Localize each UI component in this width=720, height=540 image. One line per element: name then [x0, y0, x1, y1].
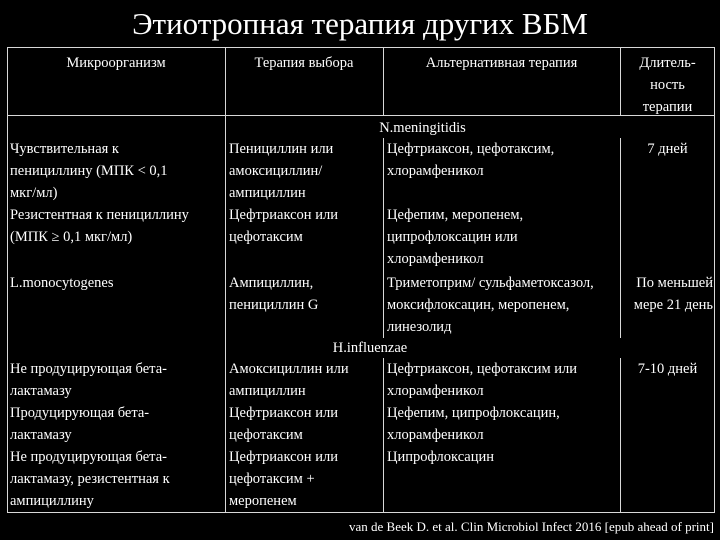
organism-cell: L.monocytogenes	[10, 275, 114, 291]
organism-cell: Продуцирующая бета- лактамазу	[10, 405, 150, 443]
duration-cell: 7 дней	[647, 141, 688, 157]
alternative-cell: Триметоприм/ сульфаметоксазол, моксифлоксацин, меропенем, линезолид	[387, 275, 594, 335]
header-organism: Микроорганизм	[66, 55, 166, 71]
column-divider	[383, 138, 384, 338]
alternative-cell: Цефепим, ципрофлоксацин, хлорамфеникол	[387, 405, 560, 443]
section-label-meningitidis: N.meningitidis	[379, 120, 466, 136]
column-divider	[620, 358, 621, 513]
therapy-cell: Цефтриаксон или цефотаксим	[229, 207, 338, 245]
organism-cell: Резистентная к пенициллину (МПК ≥ 0,1 мкг/мл)	[10, 207, 189, 245]
therapy-cell: Ампициллин, пенициллин G	[229, 275, 319, 313]
alternative-cell: Цефтриаксон, цефотаксим, хлорамфеникол	[387, 141, 555, 179]
alternative-cell: Цефтриаксон, цефотаксим или хлорамфеникол	[387, 361, 578, 399]
therapy-cell: Амоксициллин или ампициллин	[229, 361, 349, 399]
section-label-influenzae: H.influenzae	[332, 340, 408, 356]
alternative-cell: Ципрофлоксацин	[387, 449, 495, 465]
organism-cell: Чувствительная к пенициллину (МПК < 0,1 мкг/мл)	[10, 141, 168, 201]
header-alternative: Альтернативная терапия	[425, 55, 578, 71]
organism-cell: Не продуцирующая бета- лактамазу	[10, 361, 167, 399]
header-duration: Длитель- ность терапии	[639, 55, 696, 115]
organism-cell: Не продуцирующая бета- лактамазу, резистентная к ампициллину	[10, 449, 170, 509]
duration-cell: По меньшей мере 21 день	[633, 275, 713, 313]
row-divider	[7, 115, 715, 116]
slide-title: Этиотропная терапия других ВБМ	[132, 6, 588, 41]
therapy-cell: Цефтриаксон или цефотаксим	[229, 405, 338, 443]
therapy-cell: Пенициллин или амоксициллин/ ампициллин	[229, 141, 334, 201]
column-divider	[383, 358, 384, 513]
alternative-cell: Цефепим, меропенем, ципрофлоксацин или хлорамфеникол	[387, 207, 524, 267]
citation: van de Beek D. et al. Clin Microbiol Infect 2016 [epub ahead of print]	[349, 519, 714, 534]
therapy-cell: Цефтриаксон или цефотаксим + меропенем	[229, 449, 338, 509]
duration-cell: 7-10 дней	[637, 361, 698, 377]
header-therapy: Терапия выбора	[254, 55, 354, 71]
